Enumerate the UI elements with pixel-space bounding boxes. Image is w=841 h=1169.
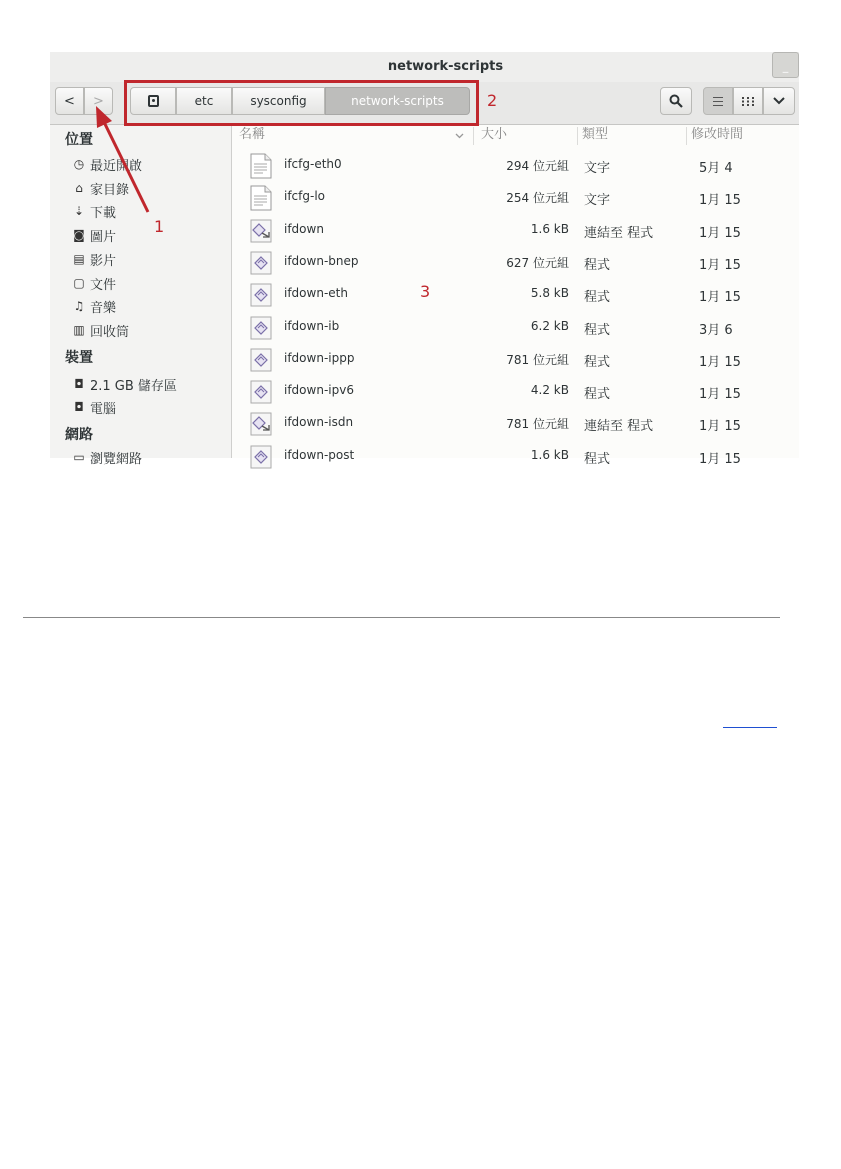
sidebar-item-computer[interactable] <box>73 397 116 417</box>
file-size: 781 位元組 <box>506 352 569 367</box>
file-modified: 1月 15 <box>699 419 741 435</box>
file-modified: 3月 6 <box>699 322 733 338</box>
download-icon: ⇣ <box>73 204 85 218</box>
breadcrumb-label: etc <box>194 94 214 108</box>
sidebar-item-label: 文件 <box>90 277 117 293</box>
chevron-right-icon: > <box>93 93 104 109</box>
breadcrumb-label: sysconfig <box>250 94 307 108</box>
document-icon: ▢ <box>73 276 85 290</box>
file-modified: 1月 15 <box>699 451 741 467</box>
sidebar-item-label: 電腦 <box>90 401 117 417</box>
file-name: ifdown-eth <box>284 286 348 301</box>
file-type: 程式 <box>584 322 611 338</box>
file-size: 1.6 kB <box>530 447 569 462</box>
sidebar-item-label: 下載 <box>90 205 117 221</box>
home-icon: ⌂ <box>75 181 83 195</box>
file-modified: 1月 15 <box>699 225 741 241</box>
film-icon: ▤ <box>73 252 85 266</box>
file-type: 程式 <box>584 387 611 403</box>
sidebar-item-label: 音樂 <box>90 300 117 316</box>
window-title: network-scripts <box>387 59 504 74</box>
annotation-label-3: 3 <box>420 282 431 301</box>
file-name: ifdown-ib <box>284 318 340 333</box>
sidebar-item-browse-network[interactable] <box>73 447 142 467</box>
file-modified: 1月 15 <box>699 193 741 209</box>
network-icon: ▭ <box>73 450 85 464</box>
file-type: 連結至 程式 <box>584 225 654 241</box>
file-name: ifdown-bnep <box>284 253 359 268</box>
file-modified: 5月 4 <box>699 161 733 176</box>
sidebar-item-label: 回收筒 <box>90 324 130 340</box>
file-type: 連結至 程式 <box>584 419 654 435</box>
drive-icon: ◘ <box>74 377 84 391</box>
page-divider <box>23 617 780 618</box>
music-icon: ♫ <box>73 299 85 313</box>
table-row[interactable] <box>232 408 799 440</box>
drive-icon: ◘ <box>74 400 84 414</box>
sidebar-item-label: 瀏覽網路 <box>90 451 143 467</box>
sidebar-heading-devices: 裝置 <box>65 350 93 366</box>
chevron-left-icon: < <box>64 93 75 109</box>
sidebar-item-label: 家目錄 <box>90 182 130 198</box>
file-type: 文字 <box>584 193 611 209</box>
trash-icon: ▥ <box>73 323 85 337</box>
clock-icon: ◷ <box>73 157 85 171</box>
minimize-button[interactable]: _ <box>772 52 799 78</box>
file-modified: 1月 15 <box>699 290 741 306</box>
table-row[interactable] <box>232 441 799 473</box>
file-name: ifdown-post <box>284 447 355 462</box>
file-size: 781 位元組 <box>506 417 569 432</box>
file-name: ifdown <box>284 221 324 236</box>
file-size: 254 位元組 <box>506 191 569 206</box>
link-script-icon <box>250 411 272 437</box>
sidebar-item-label: 最近開啟 <box>90 158 143 174</box>
file-type: 程式 <box>584 451 611 467</box>
annotation-label-1: 1 <box>154 217 165 236</box>
sidebar-item-label: 影片 <box>90 253 117 269</box>
file-type: 程式 <box>584 354 611 370</box>
column-header-size[interactable]: 大小 <box>481 127 508 142</box>
file-modified: 1月 15 <box>699 354 741 370</box>
file-size: 4.2 kB <box>530 383 569 398</box>
file-name: ifcfg-lo <box>284 189 326 204</box>
file-name: ifcfg-eth0 <box>284 157 342 171</box>
script-icon <box>250 444 272 470</box>
file-modified: 1月 15 <box>699 257 741 273</box>
file-size: 5.8 kB <box>530 286 569 301</box>
annotation-label-2: 2 <box>487 91 498 110</box>
link-underline[interactable] <box>723 727 777 728</box>
sidebar-heading-places: 位置 <box>65 132 93 148</box>
file-name: ifdown-ippp <box>284 350 355 365</box>
column-header-type[interactable]: 類型 <box>582 127 609 142</box>
file-name: ifdown-isdn <box>284 415 354 430</box>
column-header-modified[interactable]: 修改時間 <box>691 127 744 142</box>
sidebar-item-label: 圖片 <box>90 229 117 245</box>
column-header-name[interactable]: 名稱 <box>239 127 266 142</box>
file-modified: 1月 15 <box>699 387 741 403</box>
sidebar-item-label: 2.1 GB 儲存區 <box>90 378 177 394</box>
file-size: 627 位元組 <box>506 255 569 270</box>
file-type: 程式 <box>584 290 611 306</box>
file-size: 294 位元組 <box>506 159 569 173</box>
sidebar-heading-network: 網路 <box>65 427 93 443</box>
file-size: 1.6 kB <box>530 221 569 236</box>
file-name: ifdown-ipv6 <box>284 383 354 398</box>
file-type: 文字 <box>584 161 611 176</box>
camera-icon: ◙ <box>73 228 85 242</box>
file-type: 程式 <box>584 257 611 273</box>
file-size: 6.2 kB <box>530 318 569 333</box>
annotation-arrow <box>0 0 827 403</box>
breadcrumb-label: network-scripts <box>351 94 444 108</box>
